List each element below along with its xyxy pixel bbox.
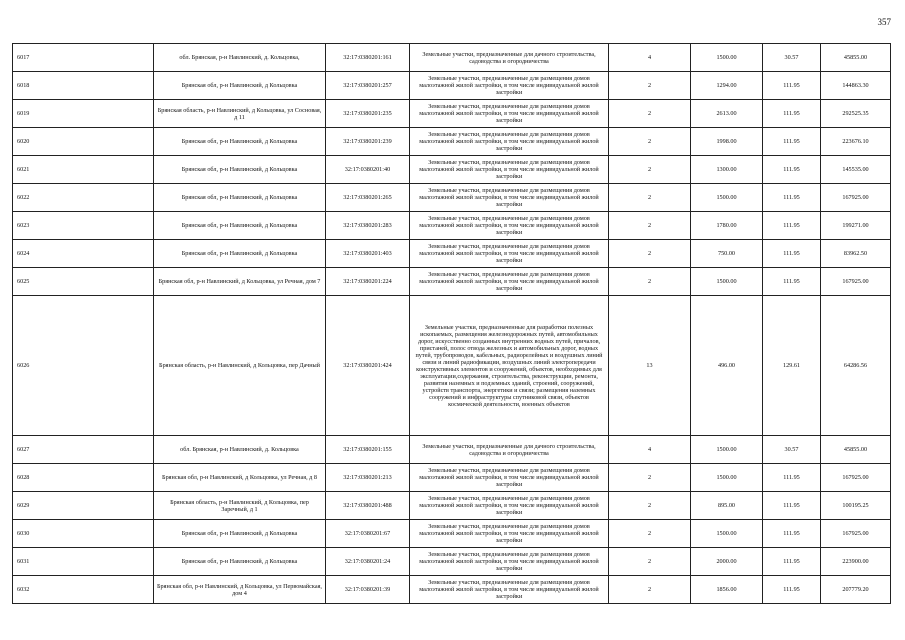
- cell-cadastral-number: 32:17:0380201:39: [326, 576, 410, 604]
- cell-land-use: Земельные участки, предназначенные для размещения домов малоэтажной жилой застройки, в том числе индивидуальной жилой застройки: [410, 184, 609, 212]
- cell-category: 4: [609, 436, 691, 464]
- cell-rate: 111.95: [763, 156, 821, 184]
- cell-value: 83962.50: [821, 240, 891, 268]
- cell-category: 2: [609, 100, 691, 128]
- cell-id: 6023: [13, 212, 154, 240]
- cell-value: 167925.00: [821, 184, 891, 212]
- cell-area: 1780.00: [691, 212, 763, 240]
- cell-id: 6018: [13, 72, 154, 100]
- cell-address: Брянская обл, р-н Навлинский, д Кольцовка: [154, 548, 326, 576]
- cell-value: 100195.25: [821, 492, 891, 520]
- cell-cadastral-number: 32:17:0380201:239: [326, 128, 410, 156]
- cell-id: 6032: [13, 576, 154, 604]
- cell-rate: 111.95: [763, 72, 821, 100]
- table-row: [13, 72, 891, 100]
- cell-address: Брянская обл, р-н Навлинский, д Кольцовка: [154, 184, 326, 212]
- cell-address: Брянская обл, р-н Навлинский, д Кольцовка, ул Первомайская, дом 4: [154, 576, 326, 604]
- cell-rate: 30.57: [763, 44, 821, 72]
- page-number: 357: [877, 17, 891, 27]
- cell-cadastral-number: 32:17:0380201:24: [326, 548, 410, 576]
- cell-address: Брянская обл, р-н Навлинский, д Кольцовка: [154, 520, 326, 548]
- cell-area: 2000.00: [691, 548, 763, 576]
- cell-category: 2: [609, 520, 691, 548]
- cell-cadastral-number: 32:17:0380201:235: [326, 100, 410, 128]
- cell-address: Брянская обл, р-н Навлинский, д Кольцовка, ул Речная, дом 7: [154, 268, 326, 296]
- cell-category: 2: [609, 184, 691, 212]
- cell-rate: 111.95: [763, 520, 821, 548]
- cell-address: Брянская обл, р-н Навлинский, д Кольцовка: [154, 212, 326, 240]
- cell-value: 199271.00: [821, 212, 891, 240]
- cell-cadastral-number: 32:17:0380201:40: [326, 156, 410, 184]
- cell-cadastral-number: 32:17:0380201:488: [326, 492, 410, 520]
- cell-cadastral-number: 32:17:0380201:283: [326, 212, 410, 240]
- cell-value: 223676.10: [821, 128, 891, 156]
- cell-address: обл. Брянская, р-н Навлинский, д. Кольцовка: [154, 436, 326, 464]
- cell-id: 6029: [13, 492, 154, 520]
- cell-land-use: Земельные участки, предназначенные для размещения домов малоэтажной жилой застройки, в том числе индивидуальной жилой застройки: [410, 156, 609, 184]
- cell-land-use: Земельные участки, предназначенные для размещения домов малоэтажной жилой застройки, в том числе индивидуальной жилой застройки: [410, 100, 609, 128]
- cell-category: 2: [609, 72, 691, 100]
- cell-address: Брянская обл, р-н Навлинский, д Кольцовка: [154, 128, 326, 156]
- cell-cadastral-number: 32:17:0380201:224: [326, 268, 410, 296]
- table-row: [13, 576, 891, 604]
- cell-address: Брянская обл, р-н Навлинский, д Кольцовка: [154, 72, 326, 100]
- table-row: [13, 100, 891, 128]
- cell-id: 6026: [13, 296, 154, 436]
- cell-rate: 111.95: [763, 100, 821, 128]
- cell-value: 64286.56: [821, 296, 891, 436]
- cell-area: 1998.00: [691, 128, 763, 156]
- cell-land-use: Земельные участки, предназначенные для размещения домов малоэтажной жилой застройки, в том числе индивидуальной жилой застройки: [410, 492, 609, 520]
- cell-land-use: Земельные участки, предназначенные для размещения домов малоэтажной жилой застройки, в том числе индивидуальной жилой застройки: [410, 268, 609, 296]
- table-row: [13, 184, 891, 212]
- cell-rate: 111.95: [763, 128, 821, 156]
- cell-land-use: Земельные участки, предназначенные для размещения домов малоэтажной жилой застройки, в том числе индивидуальной жилой застройки: [410, 520, 609, 548]
- table-row: [13, 296, 891, 436]
- cell-area: 895.00: [691, 492, 763, 520]
- cell-address: обл. Брянская, р-н Навлинский, д. Кольцовка,: [154, 44, 326, 72]
- cell-address: Брянская область, р-н Навлинский, д Кольцовка, ул Сосновая, д 11: [154, 100, 326, 128]
- land-registry-table: [12, 43, 891, 604]
- cell-area: 1294.00: [691, 72, 763, 100]
- table-row: [13, 492, 891, 520]
- cell-rate: 111.95: [763, 548, 821, 576]
- cell-land-use: Земельные участки, предназначенные для дачного строительства, садоводства и огородничества: [410, 44, 609, 72]
- cell-category: 2: [609, 128, 691, 156]
- table-row: [13, 212, 891, 240]
- cell-rate: 111.95: [763, 492, 821, 520]
- cell-area: 1500.00: [691, 464, 763, 492]
- cell-value: 223900.00: [821, 548, 891, 576]
- cell-id: 6031: [13, 548, 154, 576]
- cell-rate: 111.95: [763, 212, 821, 240]
- cell-area: 750.00: [691, 240, 763, 268]
- table-row: [13, 240, 891, 268]
- cell-category: 2: [609, 212, 691, 240]
- cell-land-use: Земельные участки, предназначенные для размещения домов малоэтажной жилой застройки, в том числе индивидуальной жилой застройки: [410, 212, 609, 240]
- cell-rate: 129.61: [763, 296, 821, 436]
- cell-land-use: Земельные участки, предназначенные для размещения домов малоэтажной жилой застройки, в том числе индивидуальной жилой застройки: [410, 128, 609, 156]
- cell-id: 6021: [13, 156, 154, 184]
- cell-rate: 111.95: [763, 184, 821, 212]
- cell-cadastral-number: 32:17:0380201:155: [326, 436, 410, 464]
- cell-cadastral-number: 32:17:0380201:265: [326, 184, 410, 212]
- cell-id: 6022: [13, 184, 154, 212]
- cell-cadastral-number: 32:17:0380201:257: [326, 72, 410, 100]
- cell-area: 496.00: [691, 296, 763, 436]
- cell-area: 1500.00: [691, 184, 763, 212]
- cell-area: 2613.00: [691, 100, 763, 128]
- cell-area: 1500.00: [691, 44, 763, 72]
- cell-cadastral-number: 32:17:0380201:403: [326, 240, 410, 268]
- cell-rate: 111.95: [763, 464, 821, 492]
- cell-id: 6028: [13, 464, 154, 492]
- cell-id: 6027: [13, 436, 154, 464]
- cell-area: 1856.00: [691, 576, 763, 604]
- cell-value: 167925.00: [821, 268, 891, 296]
- cell-land-use: Земельные участки, предназначенные для разработки полезных ископаемых, размещения железнодорожных путей, автомобильных дорог, искусственно созданных внутренних водных путей, причалов, пристаней, полос отвода железных и автомобильных дорог, водных путей, трубопроводов, кабельных, радиорелейных и воздушных линий связи и линий радиофикации, воздушных линий электропередачи конструктивных элементов и сооружений, объектов, необходимых для эксплуатации,содержания, строительства, реконструкции, ремонта, развития наземных и подземных зданий, строений, сооружений, устройств транспорта, энергетики и связи; размещения наземных сооружений и инфраструктуры спутниковой связи, объектов космической деятельности, военных объектов: [410, 296, 609, 436]
- cell-address: Брянская область, р-н Навлинский, д Кольцовка, пер Дачный: [154, 296, 326, 436]
- cell-value: 145535.00: [821, 156, 891, 184]
- cell-area: 1500.00: [691, 436, 763, 464]
- cell-id: 6025: [13, 268, 154, 296]
- cell-address: Брянская обл, р-н Навлинский, д Кольцовка: [154, 156, 326, 184]
- cell-land-use: Земельные участки, предназначенные для размещения домов малоэтажной жилой застройки, в том числе индивидуальной жилой застройки: [410, 464, 609, 492]
- cell-category: 2: [609, 268, 691, 296]
- cell-cadastral-number: 32:17:0380201:67: [326, 520, 410, 548]
- cell-land-use: Земельные участки, предназначенные для размещения домов малоэтажной жилой застройки, в том числе индивидуальной жилой застройки: [410, 240, 609, 268]
- cell-value: 167925.00: [821, 520, 891, 548]
- table-row: [13, 44, 891, 72]
- cell-address: Брянская обл, р-н Навлинский, д Кольцовка, ул Речная, д 8: [154, 464, 326, 492]
- cell-category: 13: [609, 296, 691, 436]
- cell-address: Брянская обл, р-н Навлинский, д Кольцовка: [154, 240, 326, 268]
- table-row: [13, 128, 891, 156]
- cell-value: 144863.30: [821, 72, 891, 100]
- table-body: [13, 44, 891, 604]
- cell-area: 1500.00: [691, 268, 763, 296]
- cell-value: 167925.00: [821, 464, 891, 492]
- cell-rate: 111.95: [763, 268, 821, 296]
- table-row: [13, 268, 891, 296]
- table-row: [13, 156, 891, 184]
- cell-land-use: Земельные участки, предназначенные для дачного строительства, садоводства и огородничества: [410, 436, 609, 464]
- cell-category: 2: [609, 492, 691, 520]
- cell-area: 1500.00: [691, 520, 763, 548]
- cell-value: 207779.20: [821, 576, 891, 604]
- cell-value: 45855.00: [821, 436, 891, 464]
- cell-id: 6024: [13, 240, 154, 268]
- cell-land-use: Земельные участки, предназначенные для размещения домов малоэтажной жилой застройки, в том числе индивидуальной жилой застройки: [410, 576, 609, 604]
- cell-category: 2: [609, 240, 691, 268]
- cell-id: 6020: [13, 128, 154, 156]
- cell-id: 6017: [13, 44, 154, 72]
- cell-cadastral-number: 32:17:0380201:213: [326, 464, 410, 492]
- cell-land-use: Земельные участки, предназначенные для размещения домов малоэтажной жилой застройки, в том числе индивидуальной жилой застройки: [410, 548, 609, 576]
- cell-category: 2: [609, 156, 691, 184]
- cell-rate: 30.57: [763, 436, 821, 464]
- cell-id: 6030: [13, 520, 154, 548]
- cell-rate: 111.95: [763, 240, 821, 268]
- cell-land-use: Земельные участки, предназначенные для размещения домов малоэтажной жилой застройки, в том числе индивидуальной жилой застройки: [410, 72, 609, 100]
- cell-address: Брянская область, р-н Навлинский, д Кольцовка, пер Заречный, д 1: [154, 492, 326, 520]
- table-row: [13, 548, 891, 576]
- cell-category: 4: [609, 44, 691, 72]
- table-row: [13, 436, 891, 464]
- cell-value: 45855.00: [821, 44, 891, 72]
- table-row: [13, 520, 891, 548]
- cell-category: 2: [609, 576, 691, 604]
- cell-category: 2: [609, 548, 691, 576]
- cell-id: 6019: [13, 100, 154, 128]
- cell-area: 1300.00: [691, 156, 763, 184]
- cell-cadastral-number: 32:17:0380201:161: [326, 44, 410, 72]
- cell-category: 2: [609, 464, 691, 492]
- cell-rate: 111.95: [763, 576, 821, 604]
- table-row: [13, 464, 891, 492]
- cell-value: 292525.35: [821, 100, 891, 128]
- cell-cadastral-number: 32:17:0380201:424: [326, 296, 410, 436]
